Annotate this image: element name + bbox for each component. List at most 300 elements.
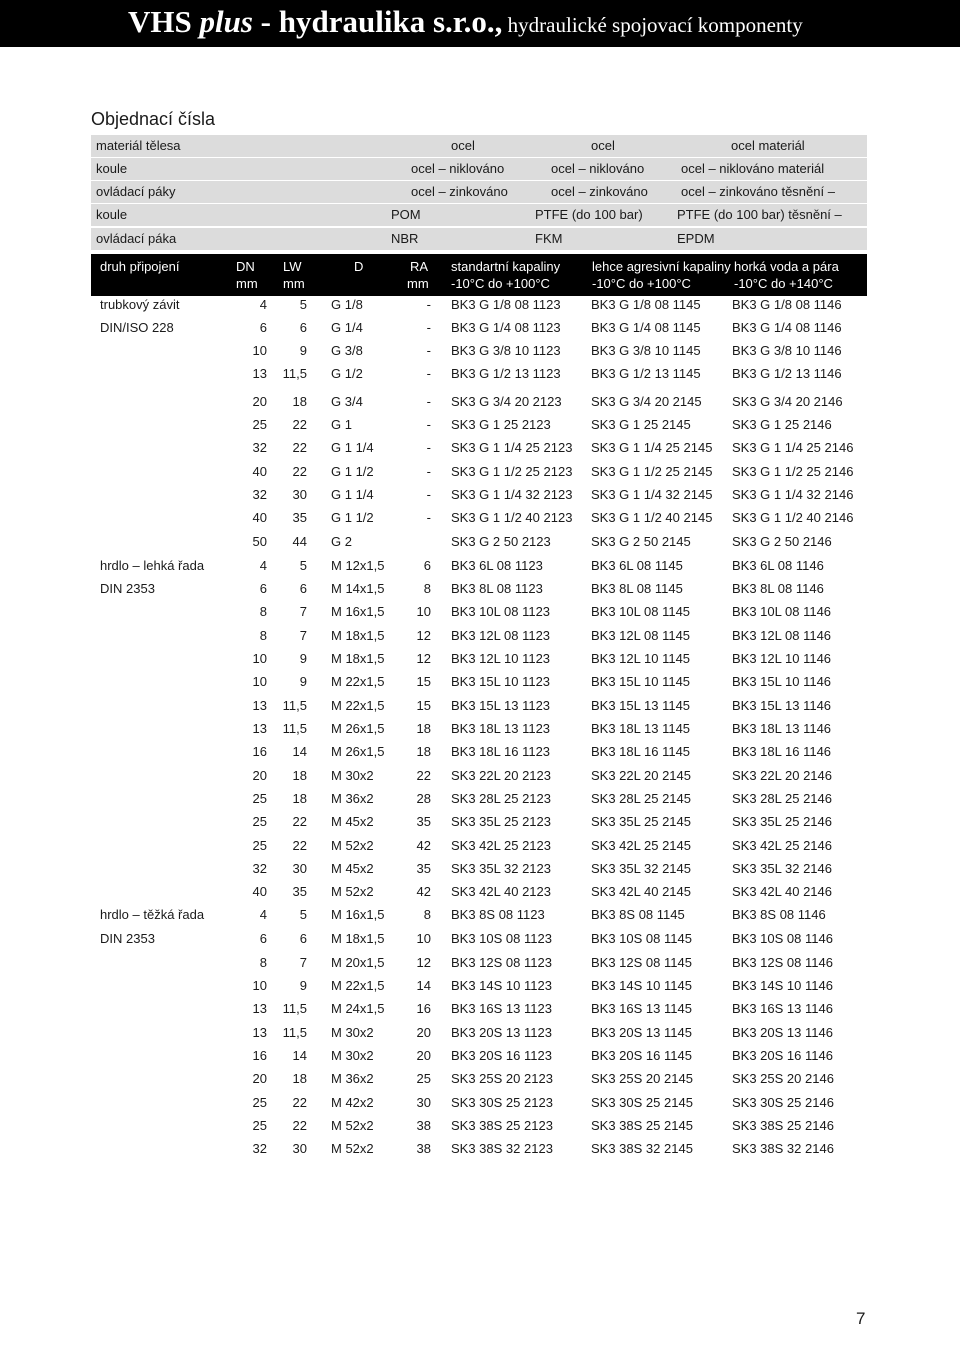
cell-dn: 32 [252,487,267,502]
cell-aggressive: SK3 28L 25 2145 [591,791,691,806]
cell-dn: 6 [259,931,267,946]
cell-standard: SK3 22L 20 2123 [451,768,551,783]
page-number: 7 [856,1309,866,1328]
table-row [91,882,867,902]
cell-lw: 30 [292,1141,307,1156]
cell-hot-water: BK3 18L 16 1146 [732,744,832,759]
cell-standard: BK3 20S 13 1123 [451,1025,552,1040]
cell-hot-water: BK3 12S 08 1146 [732,955,833,970]
cell-ra: - [426,440,431,455]
cell-aggressive: BK3 18L 13 1145 [591,721,691,736]
cell-aggressive: BK3 16S 13 1145 [591,1001,692,1016]
material-value: ocel – niklováno [411,161,505,176]
cell-ra: 6 [423,558,431,573]
cell-hot-water: BK3 6L 08 1146 [732,558,824,573]
cell-d: M 52x2 [331,1141,374,1156]
cell-lw: 18 [292,394,307,409]
cell-d: G 1 1/2 [331,464,374,479]
cell-dn: 8 [259,955,267,970]
cell-hot-water: BK3 12L 08 1146 [732,628,832,643]
cell-hot-water: SK3 22L 20 2146 [732,768,832,783]
header-s3-temp: -10°C do +140°C [734,276,833,291]
cell-hot-water: SK3 G 1 1/2 25 2146 [732,464,854,479]
cell-d: M 18x1,5 [331,931,385,946]
table-row [91,556,867,576]
cell-standard: BK3 20S 16 1123 [451,1048,552,1063]
cell-hot-water: BK3 20S 16 1146 [732,1048,833,1063]
table-row [91,789,867,809]
cell-ra: 35 [416,861,431,876]
cell-d: M 16x1,5 [331,907,385,922]
cell-standard: BK3 6L 08 1123 [451,558,543,573]
material-value: ocel [451,138,475,153]
cell-standard: BK3 G 1/2 13 1123 [451,366,561,381]
cell-aggressive: SK3 35L 32 2145 [591,861,691,876]
cell-hot-water: BK3 10L 08 1146 [732,604,832,619]
cell-standard: SK3 35L 32 2123 [451,861,551,876]
cell-lw: 5 [299,297,307,312]
table-row [91,649,867,669]
table-row [91,1093,867,1113]
material-value: ocel – zinkováno [551,184,648,199]
table-row [91,438,867,458]
cell-hot-water: BK3 14S 10 1146 [732,978,833,993]
cell-d: G 3/8 [331,343,363,358]
cell-dn: 10 [252,674,267,689]
cell-lw: 9 [299,651,307,666]
cell-dn: 4 [259,297,267,312]
section-title: Objednací čísla [91,109,216,129]
cell-hot-water: BK3 8L 08 1146 [732,581,824,596]
cell-d: G 1 1/4 [331,440,374,455]
header-dn: DN [236,259,255,274]
cell-aggressive: BK3 G 1/2 13 1145 [591,366,701,381]
cell-dn: 25 [252,1095,267,1110]
cell-aggressive: SK3 G 2 50 2145 [591,534,691,549]
cell-standard: SK3 G 1 1/4 25 2123 [451,440,573,455]
header-s2-temp: -10°C do +100°C [592,276,691,291]
table-row [91,976,867,996]
cell-aggressive: SK3 22L 20 2145 [591,768,691,783]
cell-lw: 6 [299,931,307,946]
cell-aggressive: BK3 10S 08 1145 [591,931,692,946]
cell-lw: 7 [299,955,307,970]
cell-lw: 11,5 [282,698,307,713]
cell-d: M 22x1,5 [331,674,385,689]
cell-d: M 42x2 [331,1095,374,1110]
cell-lw: 9 [299,674,307,689]
cell-lw: 9 [299,978,307,993]
cell-lw: 11,5 [282,366,307,381]
cell-dn: 32 [252,1141,267,1156]
table-row [91,672,867,692]
cell-ra: 38 [416,1141,431,1156]
material-row [91,181,867,203]
cell-dn: 32 [252,440,267,455]
cell-standard: SK3 42L 25 2123 [451,838,551,853]
cell-ra: - [426,320,431,335]
cell-aggressive: BK3 15L 13 1145 [591,698,691,713]
cell-dn: 40 [252,884,267,899]
cell-hot-water: BK3 G 3/8 10 1146 [732,343,842,358]
cell-lw: 18 [292,1071,307,1086]
cell-hot-water: SK3 G 1 1/4 32 2146 [732,487,854,502]
material-label: ovládací páka [96,231,177,246]
cell-dn: 32 [252,861,267,876]
cell-d: M 14x1,5 [331,581,385,596]
cell-ra: - [426,394,431,409]
cell-aggressive: BK3 14S 10 1145 [591,978,692,993]
cell-aggressive: SK3 G 1 1/2 25 2145 [591,464,713,479]
cell-d: M 24x1,5 [331,1001,385,1016]
cell-aggressive: BK3 12L 10 1145 [591,651,691,666]
cell-d: M 30x2 [331,1025,374,1040]
cell-aggressive: SK3 25S 20 2145 [591,1071,693,1086]
cell-standard: BK3 12L 10 1123 [451,651,551,666]
cell-hot-water: SK3 G 1 1/2 40 2146 [732,510,854,525]
cell-lw: 6 [299,581,307,596]
cell-lw: 11,5 [282,1001,307,1016]
cell-aggressive: SK3 G 3/4 20 2145 [591,394,702,409]
cell-standard: SK3 25S 20 2123 [451,1071,553,1086]
cell-lw: 7 [299,628,307,643]
table-row [91,462,867,482]
cell-dn: 25 [252,1118,267,1133]
cell-dn: 6 [259,320,267,335]
cell-d: M 45x2 [331,814,374,829]
table-header [91,254,867,296]
cell-dn: 8 [259,628,267,643]
cell-standard: SK3 42L 40 2123 [451,884,551,899]
material-label: materiál tělesa [96,138,181,153]
cell-lw: 22 [292,440,307,455]
cell-d: M 26x1,5 [331,744,385,759]
table-row [91,1116,867,1136]
cell-ra: - [426,343,431,358]
cell-hot-water: SK3 35L 25 2146 [732,814,832,829]
cell-standard: SK3 35L 25 2123 [451,814,551,829]
cell-lw: 22 [292,814,307,829]
cell-ra: 28 [416,791,431,806]
cell-dn: 16 [252,744,267,759]
cell-aggressive: BK3 10L 08 1145 [591,604,691,619]
cell-dn: 13 [252,698,267,713]
cell-ra: 8 [423,581,431,596]
cell-standard: BK3 12L 08 1123 [451,628,551,643]
cell-lw: 11,5 [282,1025,307,1040]
header-s1: standartní kapaliny [451,259,561,274]
material-value: NBR [391,231,419,246]
cell-d: G 1 1/4 [331,487,374,502]
cell-standard: BK3 15L 13 1123 [451,698,551,713]
header-d: D [354,259,364,274]
cell-ra: 16 [416,1001,431,1016]
cell-ra: - [426,366,431,381]
cell-aggressive: SK3 42L 40 2145 [591,884,691,899]
header-ra: RA [410,259,429,274]
cell-ra: 22 [416,768,431,783]
cell-lw: 22 [292,838,307,853]
cell-hot-water: BK3 10S 08 1146 [732,931,833,946]
cell-aggressive: BK3 8L 08 1145 [591,581,683,596]
cell-aggressive: BK3 6L 08 1145 [591,558,683,573]
cell-d: M 18x1,5 [331,628,385,643]
table-row [91,1069,867,1089]
cell-aggressive: SK3 G 1 1/4 32 2145 [591,487,713,502]
cell-lw: 30 [292,487,307,502]
cell-standard: SK3 G 3/4 20 2123 [451,394,562,409]
cell-dn: 10 [252,978,267,993]
row-label: DIN 2353 [100,581,155,596]
cell-lw: 18 [292,791,307,806]
cell-standard: BK3 18L 16 1123 [451,744,551,759]
cell-ra: 15 [416,674,431,689]
cell-hot-water: BK3 12L 10 1146 [732,651,832,666]
cell-lw: 5 [299,907,307,922]
material-label: koule [96,161,128,176]
table-row [91,1046,867,1066]
header-s1-temp: -10°C do +100°C [451,276,550,291]
cell-hot-water: SK3 42L 40 2146 [732,884,832,899]
cell-ra: - [426,510,431,525]
cell-hot-water: SK3 35L 32 2146 [732,861,832,876]
cell-hot-water: BK3 18L 13 1146 [732,721,832,736]
cell-ra: 10 [416,604,431,619]
cell-d: M 30x2 [331,768,374,783]
cell-dn: 25 [252,791,267,806]
material-value: ocel – zinkováno těsnění – [681,184,835,199]
table-row [91,295,867,315]
material-value: PTFE (do 100 bar) těsnění – [677,207,842,222]
table-row [91,602,867,622]
cell-hot-water: BK3 G 1/2 13 1146 [732,366,842,381]
cell-standard: SK3 G 2 50 2123 [451,534,551,549]
table-row [91,719,867,739]
cell-hot-water: BK3 8S 08 1146 [732,907,826,922]
table-row [91,905,867,925]
material-value: ocel – zinkováno [411,184,508,199]
cell-lw: 22 [292,464,307,479]
table-row [91,999,867,1019]
cell-dn: 25 [252,814,267,829]
cell-lw: 22 [292,417,307,432]
cell-d: M 22x1,5 [331,698,385,713]
table-row [91,859,867,879]
cell-standard: BK3 12S 08 1123 [451,955,552,970]
cell-ra: 12 [416,651,431,666]
cell-d: M 36x2 [331,1071,374,1086]
cell-aggressive: BK3 15L 10 1145 [591,674,691,689]
cell-ra: 14 [416,978,431,993]
cell-standard: SK3 G 1 1/2 25 2123 [451,464,573,479]
cell-dn: 4 [259,558,267,573]
material-value: EPDM [677,231,715,246]
cell-d: M 16x1,5 [331,604,385,619]
cell-ra: 12 [416,628,431,643]
cell-standard: BK3 G 3/8 10 1123 [451,343,561,358]
header-s3: horká voda a pára [734,259,839,274]
material-value: PTFE (do 100 bar) [535,207,643,222]
table-row [91,485,867,505]
material-value: ocel [591,138,615,153]
row-label: hrdlo – těžká řada [100,907,205,922]
cell-standard: BK3 14S 10 1123 [451,978,552,993]
cell-ra: 25 [416,1071,431,1086]
cell-hot-water: SK3 28L 25 2146 [732,791,832,806]
cell-d: M 45x2 [331,861,374,876]
cell-d: M 12x1,5 [331,558,385,573]
cell-d: G 2 [331,534,352,549]
table-row [91,364,867,384]
cell-ra: 42 [416,884,431,899]
cell-standard: BK3 8L 08 1123 [451,581,543,596]
material-row [91,158,867,180]
material-label: ovládací páky [96,184,176,199]
material-row [91,228,867,250]
cell-lw: 11,5 [282,721,307,736]
cell-hot-water: SK3 G 1 25 2146 [732,417,832,432]
cell-hot-water: SK3 G 3/4 20 2146 [732,394,843,409]
cell-aggressive: SK3 30S 25 2145 [591,1095,693,1110]
cell-hot-water: SK3 30S 25 2146 [732,1095,834,1110]
cell-dn: 10 [252,651,267,666]
cell-standard: SK3 G 1 1/4 32 2123 [451,487,573,502]
cell-standard: BK3 G 1/8 08 1123 [451,297,561,312]
cell-d: G 1 1/2 [331,510,374,525]
cell-d: M 52x2 [331,1118,374,1133]
cell-ra: 10 [416,931,431,946]
cell-hot-water: SK3 42L 25 2146 [732,838,832,853]
cell-d: M 36x2 [331,791,374,806]
cell-standard: SK3 38S 25 2123 [451,1118,553,1133]
cell-d: M 26x1,5 [331,721,385,736]
cell-d: M 52x2 [331,884,374,899]
cell-dn: 13 [252,366,267,381]
cell-ra: - [426,297,431,312]
table-row [91,696,867,716]
cell-lw: 14 [292,1048,307,1063]
cell-dn: 13 [252,1025,267,1040]
cell-aggressive: BK3 G 1/8 08 1145 [591,297,701,312]
cell-d: M 22x1,5 [331,978,385,993]
cell-hot-water: BK3 16S 13 1146 [732,1001,833,1016]
cell-standard: BK3 15L 10 1123 [451,674,551,689]
cell-dn: 40 [252,464,267,479]
cell-standard: BK3 10L 08 1123 [451,604,551,619]
cell-aggressive: BK3 8S 08 1145 [591,907,685,922]
cell-aggressive: SK3 42L 25 2145 [591,838,691,853]
cell-ra: - [426,417,431,432]
cell-lw: 9 [299,343,307,358]
table-row [91,812,867,832]
cell-hot-water: SK3 G 2 50 2146 [732,534,832,549]
material-value: ocel materiál [731,138,805,153]
cell-aggressive: BK3 20S 13 1145 [591,1025,692,1040]
table-row [91,929,867,949]
cell-standard: SK3 28L 25 2123 [451,791,551,806]
cell-ra: 42 [416,838,431,853]
cell-standard: SK3 38S 32 2123 [451,1141,553,1156]
header-dn-unit: mm [236,276,258,291]
cell-standard: SK3 G 1 1/2 40 2123 [451,510,573,525]
cell-ra: 20 [416,1048,431,1063]
header-druh: druh připojení [100,259,180,274]
table-row [91,508,867,528]
table-row [91,341,867,361]
table-row [91,392,867,412]
cell-aggressive: SK3 38S 25 2145 [591,1118,693,1133]
cell-aggressive: BK3 12L 08 1145 [591,628,691,643]
cell-d: G 1/4 [331,320,363,335]
row-label: DIN 2353 [100,931,155,946]
cell-lw: 5 [299,558,307,573]
row-label: hrdlo – lehká řada [100,558,205,573]
cell-d: G 3/4 [331,394,363,409]
cell-dn: 6 [259,581,267,596]
cell-lw: 35 [292,510,307,525]
cell-dn: 20 [252,1071,267,1086]
header-lw: LW [283,259,302,274]
cell-ra: 20 [416,1025,431,1040]
cell-d: M 30x2 [331,1048,374,1063]
cell-ra: 12 [416,955,431,970]
table-row [91,1139,867,1159]
cell-hot-water: BK3 15L 10 1146 [732,674,832,689]
cell-lw: 30 [292,861,307,876]
cell-d: G 1/8 [331,297,363,312]
header-s2: lehce agresivní kapaliny [592,259,731,274]
cell-aggressive: SK3 G 1 25 2145 [591,417,691,432]
cell-dn: 16 [252,1048,267,1063]
cell-hot-water: BK3 G 1/4 08 1146 [732,320,842,335]
row-label: trubkový závit [100,297,180,312]
material-row [91,204,867,226]
cell-lw: 7 [299,604,307,619]
cell-hot-water: BK3 G 1/8 08 1146 [732,297,842,312]
cell-ra: 18 [416,721,431,736]
cell-dn: 4 [259,907,267,922]
cell-ra: 30 [416,1095,431,1110]
cell-ra: 35 [416,814,431,829]
cell-aggressive: BK3 18L 16 1145 [591,744,691,759]
cell-dn: 13 [252,721,267,736]
cell-ra: 38 [416,1118,431,1133]
cell-standard: SK3 G 1 25 2123 [451,417,551,432]
cell-standard: SK3 30S 25 2123 [451,1095,553,1110]
cell-aggressive: SK3 G 1 1/2 40 2145 [591,510,713,525]
cell-dn: 50 [252,534,267,549]
cell-standard: BK3 18L 13 1123 [451,721,551,736]
cell-d: M 18x1,5 [331,651,385,666]
cell-dn: 20 [252,394,267,409]
cell-ra: - [426,487,431,502]
material-value: ocel – niklováno materiál [681,161,825,176]
cell-dn: 25 [252,417,267,432]
cell-hot-water: BK3 20S 13 1146 [732,1025,833,1040]
company-name: VHS plus - hydraulika s.r.o., hydraulické spojovací komponenty [128,4,803,39]
header-ra-unit: mm [407,276,429,291]
company-tagline: hydraulické spojovací komponenty [502,13,803,37]
cell-d: G 1/2 [331,366,363,381]
row-label: DIN/ISO 228 [100,320,174,335]
material-value: POM [391,207,421,222]
material-value: FKM [535,231,563,246]
header-banner [0,0,960,47]
cell-dn: 20 [252,768,267,783]
table-row [91,532,867,552]
cell-hot-water: SK3 25S 20 2146 [732,1071,834,1086]
cell-dn: 10 [252,343,267,358]
